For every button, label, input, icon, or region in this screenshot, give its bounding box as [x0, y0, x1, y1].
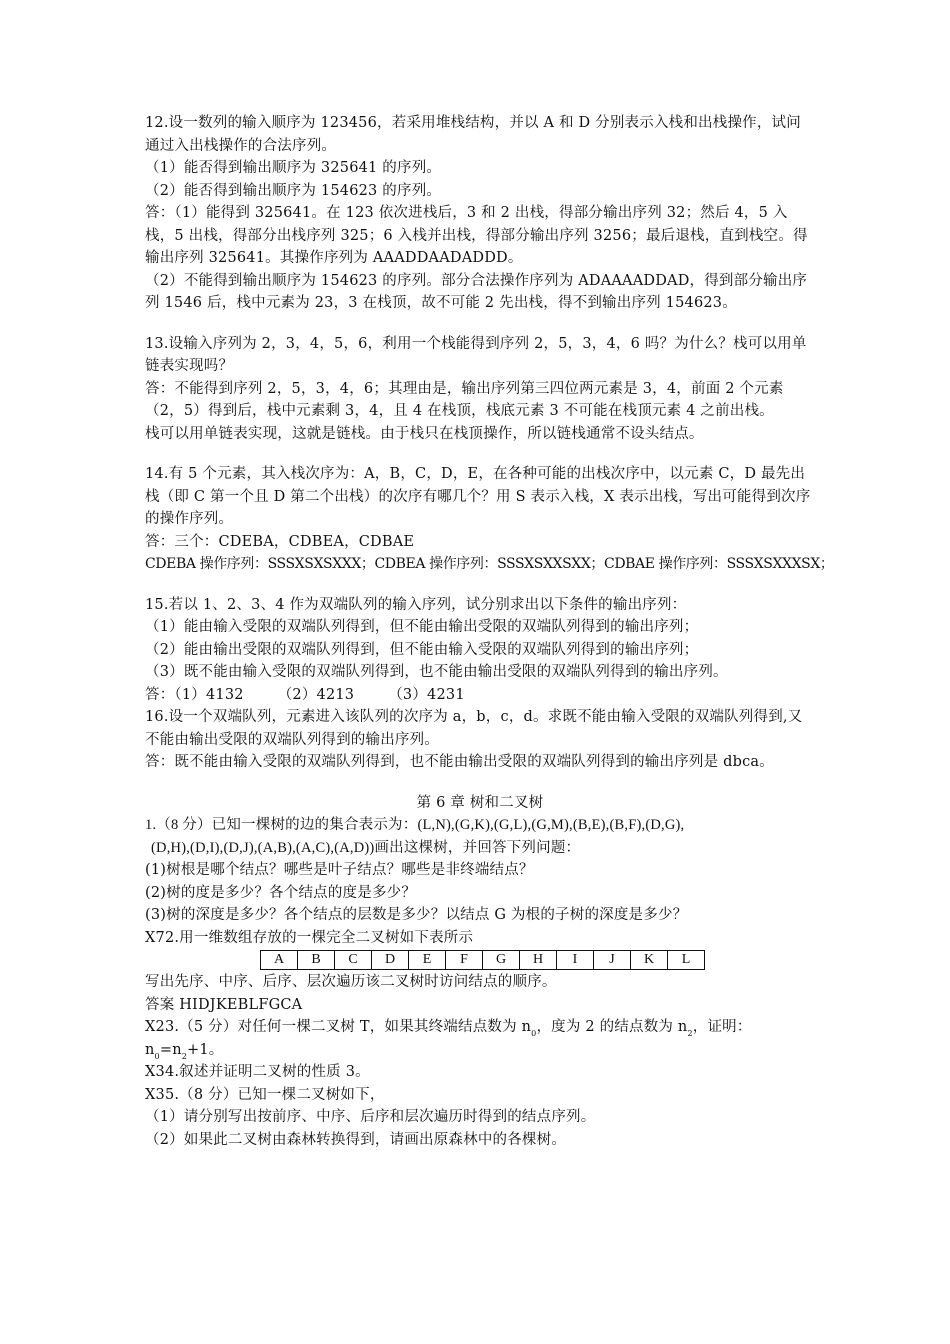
- x72-question: 写出先序、中序、后序、层次遍历该二叉树时访问结点的顺序。: [145, 974, 557, 990]
- q14-stem: 14.有 5 个元素，其入栈次序为：A，B，C，D，E，在各种可能的出栈次序中，以元素 C，D 最先出栈（即 C 第一个且 D 第二个出栈）的次序有哪几个？用 S 表示入栈，X 表示出栈，写出可能得到次序的操作序列。: [145, 466, 811, 527]
- array-cell: K: [631, 951, 668, 970]
- x23-text-c: ，证明：: [692, 1019, 752, 1035]
- array-cell: F: [446, 951, 483, 970]
- x23-formula-end: +1。: [187, 1041, 224, 1058]
- q13-stem: 13.设输入序列为 2，3，4，5，6，利用一个栈能得到序列 2，5，3，4，6 吗？为什么？栈可以用单链表实现吗？: [145, 335, 807, 374]
- binary-tree-array-table: [260, 950, 705, 970]
- q12-part2: （2）能否得到输出顺序为 154623 的序列。: [145, 182, 442, 199]
- array-row: [261, 951, 705, 970]
- array-cell: B: [298, 951, 335, 970]
- q15-part2: （2）能由输出受限的双端队列得到，但不能由输入受限的双端队列得到的输出序列；: [145, 641, 699, 658]
- array-cell: D: [372, 951, 409, 970]
- q15-part1: （1）能由输入受限的双端队列得到，但不能由输出受限的双端队列得到的输出序列；: [145, 619, 699, 635]
- x23-formula-sub-0: 0: [154, 1051, 160, 1061]
- q13-answer1: 答：不能得到序列 2，5，3，4，6；其理由是，输出序列第三四位两元素是 3，4，前面 2 个元素（2，5）得到后，栈中元素剩 3，4，且 4 在栈顶，栈底元素 3 不可能在栈顶元素 4 之前出栈。: [145, 380, 784, 419]
- ch6-q1-line2: (D,H),(D,I),(D,J),(A,B),(A,C),(A,D))画出这棵树，并回答下列问题：: [151, 839, 581, 856]
- x23-text-b: ，度为 2 的结点数为 n: [536, 1019, 688, 1035]
- x35-part2: （2）如果此二叉树由森林转换得到，请画出原森林中的各棵树。: [145, 1131, 567, 1148]
- q12-stem: 12.设一数列的输入顺序为 123456，若采用堆栈结构，并以 A 和 D 分别表示入栈和出栈操作，试问通过入出栈操作的合法序列。: [145, 115, 801, 154]
- x35-stem: X35.（8 分）已知一棵二叉树如下，: [145, 1086, 385, 1103]
- x72-answer: 答案 HIDJKEBLFGCA: [145, 996, 303, 1013]
- q15-answer: [145, 684, 815, 707]
- q14-answer1: 答：三个：CDEBA，CDBEA，CDBAE: [145, 533, 415, 550]
- q15-answer-2: （2）4213: [277, 686, 355, 703]
- chapter-title: 第 6 章 树和二叉树: [416, 794, 544, 811]
- q15-answer-3: （3）4231: [388, 686, 465, 703]
- q16-answer: 答：既不能由输入受限的双端队列得到，也不能由输出受限的双端队列得到的输出序列是 dbca。: [145, 754, 774, 770]
- array-cell: H: [520, 951, 557, 970]
- q15-part3: （3）既不能由输入受限的双端队列得到，也不能由输出受限的双端队列得到的输出序列。: [145, 664, 728, 680]
- q16-stem: 16.设一个双端队列，元素进入该队列的次序为 a，b，c，d。求既不能由输入受限的双端队列得到,又不能由输出受限的双端队列得到的输出序列。: [145, 709, 803, 748]
- array-cell: E: [409, 951, 446, 970]
- q12-answer1: 答：（1）能得到 325641。在 123 依次进栈后，3 和 2 出栈，得部分输出序列 32；然后 4，5 入栈，5 出栈，得部分出栈序列 325；6 入栈并出栈，得部分输出序列 3256；最后退栈，直到栈空。得输出序列 325641。其操作序列为 AAADDAADADDD。: [145, 205, 808, 266]
- x23-text-a: X23.（5 分）对任何一棵二叉树 T，如果其终端结点数为 n: [145, 1019, 532, 1035]
- array-cell: J: [594, 951, 631, 970]
- q12-part1: （1）能否得到输出顺序为 325641 的序列。: [145, 160, 442, 176]
- ch6-q1-part3: (3)树的深度是多少？各个结点的层数是多少？以结点 G 为根的子树的深度是多少？: [145, 907, 688, 923]
- x23-sub-2: 2: [687, 1029, 693, 1038]
- ch6-q1-line1: 1.（8 分）已知一棵树的边的集合表示为：(L,N),(G,K),(G,L),(G,M),(B,E),(B,F),(D,G),: [145, 817, 685, 833]
- document-page: [145, 112, 834, 1151]
- x23-sub-0: 0: [531, 1029, 537, 1038]
- x35-part1: （1）请分别写出按前序、中序、后序和层次遍历时得到的结点序列。: [145, 1109, 596, 1125]
- ch6-q1-part2: (2)树的度是多少？各个结点的度是多少？: [145, 884, 417, 901]
- array-cell: G: [483, 951, 520, 970]
- q13-answer2: 栈可以用单链表实现，这就是链栈。由于栈只在栈顶操作，所以链栈通常不设头结点。: [145, 425, 704, 442]
- x23-stem: [145, 1016, 815, 1039]
- x23-formula: [145, 1039, 815, 1062]
- x72-stem: X72.用一维数组存放的一棵完全二叉树如下表所示: [145, 929, 474, 946]
- x23-formula-n: n: [145, 1041, 155, 1058]
- q14-answer2: CDEBA 操作序列：SSSXSXSXXX；CDBEA 操作序列：SSSXSXXSXX；CDBAE 操作序列：SSSXSXXXSX；: [145, 556, 834, 572]
- x23-formula-eq: =n: [159, 1041, 182, 1058]
- array-cell: L: [668, 951, 705, 970]
- array-cell: I: [557, 951, 594, 970]
- array-cell: A: [261, 951, 298, 970]
- q15-stem: 15.若以 1、2、3、4 作为双端队列的输入序列，试分别求出以下条件的输出序列：: [145, 596, 687, 613]
- q15-answer-label: 答：: [145, 686, 175, 703]
- array-cell: C: [335, 951, 372, 970]
- x23-formula-sub-2: 2: [181, 1051, 188, 1061]
- q15-answer-1: （1）4132: [174, 686, 244, 703]
- q12-answer2: （2）不能得到输出顺序为 154623 的序列。部分合法操作序列为 ADAAAADDAD，得到部分输出序列 1546 后，栈中元素为 23，3 在栈顶，故不可能 2 先出栈，得不到输出序列 154623。: [145, 272, 808, 311]
- ch6-q1-part1: (1)树根是哪个结点？哪些是叶子结点？哪些是非终端结点？: [145, 862, 534, 878]
- x34-stem: X34.叙述并证明二叉树的性质 3。: [145, 1064, 370, 1080]
